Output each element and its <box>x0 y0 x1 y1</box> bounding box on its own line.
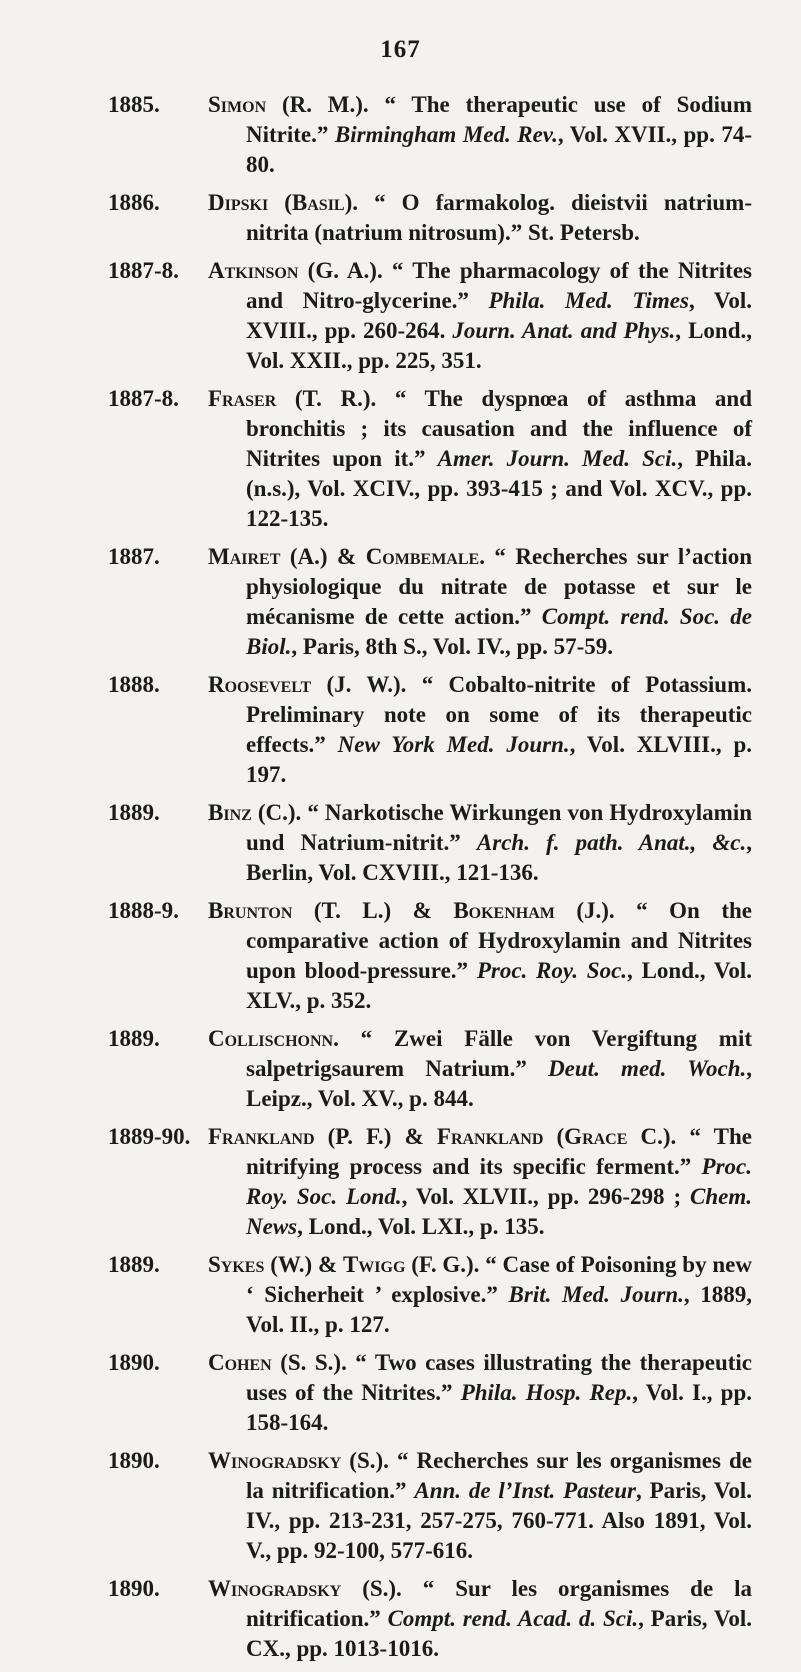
bibliography-entry <box>0 90 801 180</box>
page-number: 167 <box>380 36 421 63</box>
entry-details: , 1889, Vol. II., p. 127. <box>246 1282 753 1337</box>
bibliography-entry <box>0 798 801 888</box>
entry-text <box>208 188 752 248</box>
bibliography-entry <box>0 1024 801 1114</box>
entry-title: (S.). “ Sur les organismes de la nitrification.” <box>246 1576 752 1631</box>
bibliography-entry <box>0 256 801 376</box>
entry-details: , Vol. XLVII., pp. 296-298 ; <box>401 1184 691 1209</box>
entry-year: 1888. <box>108 672 160 697</box>
bibliography-entry <box>0 896 801 1016</box>
entry-text <box>208 90 753 180</box>
entry-connector: (W.) & <box>264 1252 343 1277</box>
bibliography-entry <box>0 542 801 662</box>
entry-details: , Vol. I., pp. 158-164. <box>246 1380 752 1435</box>
entry-title: (J.). “ On the comparative action of Hydroxylamin and Nitrites upon blood-pressure.” <box>246 898 752 983</box>
entry-year: 1887. <box>108 544 160 569</box>
entry-journal: Compt. rend. Soc. de Biol. <box>246 604 752 659</box>
entry-title: (S.). “ Recherches sur les organismes de la nitrification.” <box>246 1448 752 1503</box>
entry-year: 1889-90. <box>108 1124 191 1149</box>
entry-year: 1888-9. <box>108 898 179 923</box>
entry-journal: Ann. de l’Inst. Pasteur <box>414 1478 636 1503</box>
entry-author: Winogradsky <box>208 1576 342 1601</box>
entry-title: “ Recherches sur l’action physiologique du nitrate de potasse et sur le mécanisme de cette action.” <box>246 544 752 629</box>
entry-journal: Deut. med. Woch. <box>548 1056 747 1081</box>
entry-title: (F. G.). “ Case of Poisoning by new ‘ Sicherheit ’ explosive.” <box>246 1252 752 1307</box>
entry-details: , Phila. (n.s.), Vol. XCIV., pp. 393-415 ; and Vol. XCV., pp. 122-135. <box>246 446 752 531</box>
entry-connector: (T. L.) & <box>292 898 454 923</box>
entry-year: 1890. <box>108 1448 160 1473</box>
entry-journal: Proc. Roy. Soc. <box>476 958 628 983</box>
entry-author: Winogradsky <box>208 1448 342 1473</box>
bibliography-entry <box>0 1250 801 1340</box>
entry-details: , Lond., Vol. XLV., p. 352. <box>246 958 752 1013</box>
entry-year: 1889. <box>108 800 160 825</box>
entry-details: , Berlin, Vol. CXVIII., 121-136. <box>246 830 752 885</box>
bibliography-entry <box>0 670 801 790</box>
entry-title: (C.). “ Narkotische Wirkungen von Hydroxylamin und Natrium-nitrit.” <box>246 800 752 855</box>
entry-author: Mairet <box>208 544 281 569</box>
bibliography-entry <box>0 1348 801 1438</box>
entry-author: Fraser <box>208 386 277 411</box>
entry-author-2: Frankland (Grace <box>436 1124 628 1149</box>
entry-details: , Paris, Vol. IV., pp. 213-231, 257-275, 760-771. Also 1891, Vol. V., pp. 92-100, 577-616. <box>246 1478 752 1563</box>
entry-year: 1887-8. <box>108 258 179 283</box>
entry-year: 1889. <box>108 1252 160 1277</box>
entry-author: Atkinson <box>208 258 299 283</box>
entry-author-2: Combemale. <box>365 544 485 569</box>
entry-author-2: Bokenham <box>453 898 555 923</box>
entry-author: Roosevelt <box>208 672 312 697</box>
entry-year: 1889. <box>108 1026 160 1051</box>
entry-journal: Proc. Roy. Soc. Lond. <box>246 1154 752 1209</box>
entry-author: Collischonn. <box>208 1026 339 1051</box>
entry-journal: Birmingham Med. Rev. <box>334 122 558 147</box>
entry-details-2: , Lond., Vol. XXII., pp. 225, 351. <box>246 318 752 373</box>
entry-text <box>208 542 752 662</box>
entry-journal: Phila. Hosp. Rep. <box>460 1380 633 1405</box>
bibliography-entry <box>0 1574 801 1664</box>
entry-text <box>208 1122 752 1242</box>
entry-title: C.). “ The nitrifying process and its specific ferment.” <box>246 1124 752 1179</box>
entry-details: , Paris, Vol. CX., pp. 1013-1016. <box>246 1606 752 1661</box>
entry-year: 1887-8. <box>108 386 179 411</box>
entry-details: , Paris, 8th S., Vol. IV., pp. 57-59. <box>291 634 614 659</box>
entry-text <box>208 1024 752 1114</box>
entry-text <box>208 798 752 888</box>
entry-journal: Amer. Journ. Med. Sci. <box>437 446 678 471</box>
entry-year: 1890. <box>108 1350 160 1375</box>
bibliography-entry <box>0 384 801 534</box>
entry-year: 1890. <box>108 1576 160 1601</box>
entry-journal-2: Journ. Anat. and Phys. <box>452 318 676 343</box>
entry-journal: New York Med. Journ. <box>337 732 570 757</box>
entry-title: (G. A.). “ The pharmacology of the Nitrites and Nitro-glycerine.” <box>246 258 752 313</box>
entry-text <box>208 670 752 790</box>
entry-journal: Phila. Med. Times <box>488 288 689 313</box>
entry-details: , Leipz., Vol. XV., p. 844. <box>246 1056 752 1111</box>
entry-text <box>208 1574 752 1664</box>
entry-year: 1885. <box>108 92 160 117</box>
entry-title: (T. R.). “ The dyspnœa of asthma and bronchitis ; its causation and the influence of Nitrites upon it.” <box>246 386 752 471</box>
entry-connector: (P. F.) & <box>314 1124 437 1149</box>
entry-text <box>208 384 752 534</box>
entry-journal: Arch. f. path. Anat., &c. <box>476 830 747 855</box>
entry-details: , Vol. XVIII., pp. 260-264. <box>246 288 752 343</box>
entry-journal: Brit. Med. Journ. <box>508 1282 684 1307</box>
entry-title: (J. W.). “ Cobalto-nitrite of Potassium. Preliminary note on some of its therapeutic effects.” <box>246 672 752 757</box>
entry-title: (R. M.). “ The therapeutic use of Sodium Nitrite.” <box>246 92 752 147</box>
entry-author: Cohen <box>208 1350 272 1375</box>
entry-year: 1886. <box>108 190 160 215</box>
entry-author: Frankland <box>208 1124 315 1149</box>
entry-author-2: Twigg <box>342 1252 406 1277</box>
bibliography-entry <box>0 188 801 248</box>
entry-text <box>208 896 752 1016</box>
entry-author: Simon <box>208 92 267 117</box>
entry-details: , Vol. XLVIII., p. 197. <box>246 732 752 787</box>
entry-text <box>208 1250 753 1340</box>
entry-title: “ Zwei Fälle von Vergiftung mit salpetrigsaurem Natrium.” <box>246 1026 752 1081</box>
bibliography-entry <box>0 1122 801 1242</box>
entry-text <box>208 256 752 376</box>
entry-connector: (A.) & <box>280 544 366 569</box>
entry-author: Brunton <box>208 898 293 923</box>
entry-title: “ O farmakolog. dieistvii natrium-nitrita (natrium nitrosum).” St. Petersb. <box>246 190 752 245</box>
bibliography-list <box>0 90 801 1672</box>
entry-journal-2: Chem. News <box>246 1184 752 1239</box>
entry-details-2: , Lond., Vol. LXI., p. 135. <box>297 1214 545 1239</box>
entry-title: (S. S.). “ Two cases illustrating the therapeutic uses of the Nitrites.” <box>246 1350 752 1405</box>
bibliography-entry <box>0 1446 801 1566</box>
entry-author: Dipski (Basil). <box>208 190 359 215</box>
entry-author: Sykes <box>208 1252 265 1277</box>
entry-text <box>208 1446 752 1566</box>
entry-text <box>208 1348 752 1438</box>
entry-details: , Vol. XVII., pp. 74-80. <box>246 122 753 177</box>
entry-author: Binz <box>208 800 252 825</box>
entry-journal: Compt. rend. Acad. d. Sci. <box>387 1606 639 1631</box>
